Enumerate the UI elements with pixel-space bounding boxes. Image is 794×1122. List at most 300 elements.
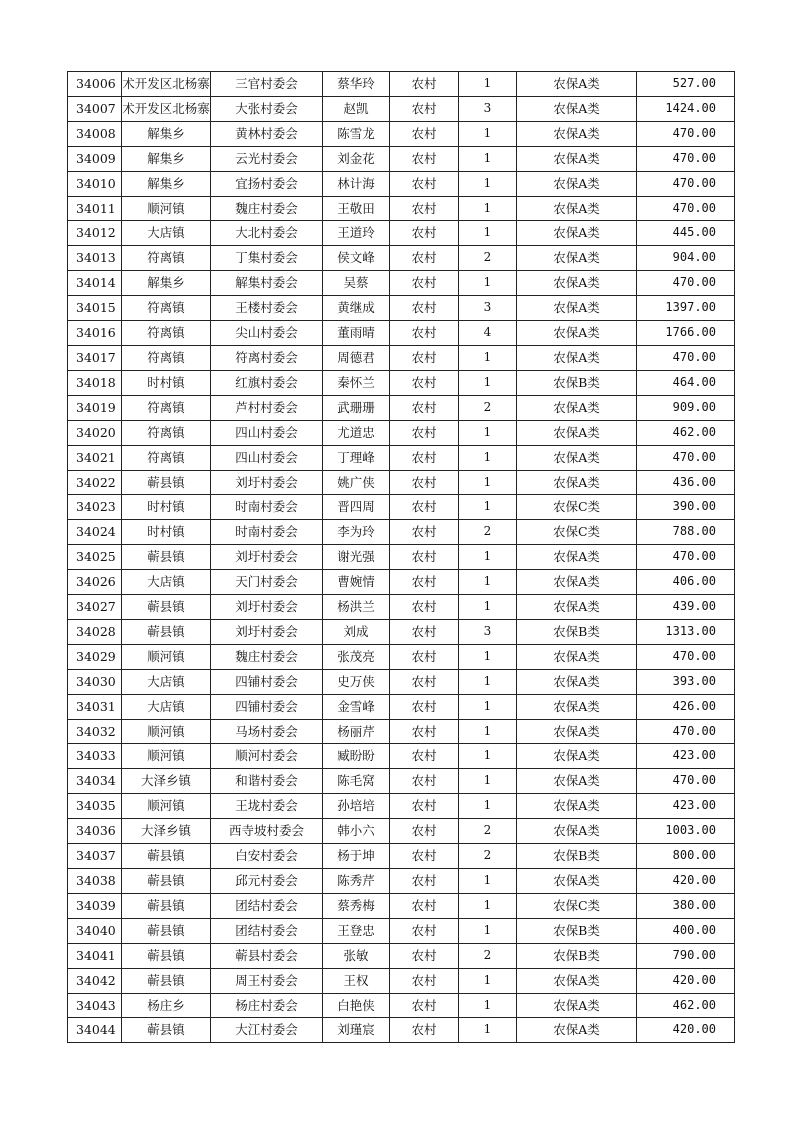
record-id-cell: 34026 (68, 570, 122, 595)
village-cell: 白安村委会 (211, 844, 323, 869)
village-cell: 尖山村委会 (211, 321, 323, 346)
town-cell: 大店镇 (122, 694, 211, 719)
village-cell: 天门村委会 (211, 570, 323, 595)
table-row (68, 271, 735, 296)
people-count-cell: 3 (459, 296, 517, 321)
people-count-cell: 2 (459, 395, 517, 420)
record-id-cell: 34019 (68, 395, 122, 420)
record-id-cell: 34024 (68, 520, 122, 545)
record-id-cell: 34029 (68, 644, 122, 669)
person-name-cell: 蔡秀梅 (323, 893, 390, 918)
category-cell: 农保A类 (517, 221, 637, 246)
category-cell: 农保A类 (517, 345, 637, 370)
amount-cell: 420.00 (637, 869, 735, 894)
person-name-cell: 孙培培 (323, 794, 390, 819)
table-row (68, 321, 735, 346)
people-count-cell: 3 (459, 96, 517, 121)
record-id-cell: 34008 (68, 121, 122, 146)
table-row (68, 545, 735, 570)
area-type-cell: 农村 (390, 121, 459, 146)
person-name-cell: 刘成 (323, 619, 390, 644)
area-type-cell: 农村 (390, 370, 459, 395)
town-cell: 蕲县镇 (122, 943, 211, 968)
person-name-cell: 金雪峰 (323, 694, 390, 719)
person-name-cell: 秦怀兰 (323, 370, 390, 395)
amount-cell: 470.00 (637, 644, 735, 669)
amount-cell: 390.00 (637, 495, 735, 520)
person-name-cell: 王道玲 (323, 221, 390, 246)
record-id-cell: 34040 (68, 918, 122, 943)
area-type-cell: 农村 (390, 271, 459, 296)
person-name-cell: 杨洪兰 (323, 595, 390, 620)
person-name-cell: 姚广侠 (323, 470, 390, 495)
category-cell: 农保A类 (517, 545, 637, 570)
amount-cell: 423.00 (637, 744, 735, 769)
record-id-cell: 34032 (68, 719, 122, 744)
town-cell: 符离镇 (122, 345, 211, 370)
amount-cell: 462.00 (637, 420, 735, 445)
people-count-cell: 1 (459, 595, 517, 620)
table-row (68, 196, 735, 221)
person-name-cell: 曹婉情 (323, 570, 390, 595)
person-name-cell: 林计海 (323, 171, 390, 196)
people-count-cell: 1 (459, 570, 517, 595)
record-id-cell: 34017 (68, 345, 122, 370)
town-cell: 蕲县镇 (122, 918, 211, 943)
person-name-cell: 谢光强 (323, 545, 390, 570)
amount-cell: 464.00 (637, 370, 735, 395)
town-cell: 蕲县镇 (122, 1018, 211, 1043)
area-type-cell: 农村 (390, 844, 459, 869)
category-cell: 农保C类 (517, 893, 637, 918)
category-cell: 农保A类 (517, 595, 637, 620)
amount-cell: 470.00 (637, 196, 735, 221)
people-count-cell: 1 (459, 121, 517, 146)
amount-cell: 470.00 (637, 345, 735, 370)
category-cell: 农保B类 (517, 370, 637, 395)
category-cell: 农保A类 (517, 420, 637, 445)
amount-cell: 420.00 (637, 1018, 735, 1043)
town-cell: 解集乡 (122, 146, 211, 171)
table-row (68, 644, 735, 669)
village-cell: 芦村村委会 (211, 395, 323, 420)
amount-cell: 470.00 (637, 769, 735, 794)
people-count-cell: 2 (459, 844, 517, 869)
record-id-cell: 34031 (68, 694, 122, 719)
village-cell: 蕲县村委会 (211, 943, 323, 968)
table-row (68, 918, 735, 943)
category-cell: 农保A类 (517, 321, 637, 346)
record-id-cell: 34025 (68, 545, 122, 570)
category-cell: 农保A类 (517, 744, 637, 769)
record-id-cell: 34023 (68, 495, 122, 520)
town-cell: 蕲县镇 (122, 869, 211, 894)
category-cell: 农保A类 (517, 72, 637, 97)
amount-cell: 400.00 (637, 918, 735, 943)
person-name-cell: 刘金花 (323, 146, 390, 171)
village-cell: 红旗村委会 (211, 370, 323, 395)
amount-cell: 800.00 (637, 844, 735, 869)
amount-cell: 445.00 (637, 221, 735, 246)
town-cell: 符离镇 (122, 321, 211, 346)
village-cell: 周王村委会 (211, 968, 323, 993)
person-name-cell: 陈秀芹 (323, 869, 390, 894)
town-cell: 时村镇 (122, 520, 211, 545)
record-id-cell: 34030 (68, 669, 122, 694)
person-name-cell: 史万侠 (323, 669, 390, 694)
category-cell: 农保B类 (517, 619, 637, 644)
category-cell: 农保A类 (517, 570, 637, 595)
village-cell: 王垅村委会 (211, 794, 323, 819)
record-id-cell: 34006 (68, 72, 122, 97)
town-cell: 符离镇 (122, 420, 211, 445)
area-type-cell: 农村 (390, 146, 459, 171)
category-cell: 农保A类 (517, 869, 637, 894)
people-count-cell: 3 (459, 619, 517, 644)
table-row (68, 869, 735, 894)
person-name-cell: 白艳侠 (323, 993, 390, 1018)
amount-cell: 790.00 (637, 943, 735, 968)
town-cell: 术开发区北杨寨 (122, 72, 211, 97)
village-cell: 和谐村委会 (211, 769, 323, 794)
area-type-cell: 农村 (390, 545, 459, 570)
area-type-cell: 农村 (390, 345, 459, 370)
town-cell: 蕲县镇 (122, 893, 211, 918)
table-row (68, 1018, 735, 1043)
area-type-cell: 农村 (390, 470, 459, 495)
table-row (68, 968, 735, 993)
table-row (68, 221, 735, 246)
amount-cell: 439.00 (637, 595, 735, 620)
village-cell: 黄林村委会 (211, 121, 323, 146)
table-row (68, 395, 735, 420)
amount-cell: 470.00 (637, 146, 735, 171)
category-cell: 农保A类 (517, 196, 637, 221)
area-type-cell: 农村 (390, 570, 459, 595)
town-cell: 顺河镇 (122, 794, 211, 819)
amount-cell: 423.00 (637, 794, 735, 819)
people-count-cell: 1 (459, 420, 517, 445)
amount-cell: 904.00 (637, 246, 735, 271)
amount-cell: 470.00 (637, 545, 735, 570)
town-cell: 解集乡 (122, 271, 211, 296)
person-name-cell: 武珊珊 (323, 395, 390, 420)
person-name-cell: 李为玲 (323, 520, 390, 545)
town-cell: 蕲县镇 (122, 619, 211, 644)
table-row (68, 794, 735, 819)
area-type-cell: 农村 (390, 221, 459, 246)
area-type-cell: 农村 (390, 619, 459, 644)
people-count-cell: 1 (459, 993, 517, 1018)
area-type-cell: 农村 (390, 196, 459, 221)
village-cell: 刘圩村委会 (211, 470, 323, 495)
village-cell: 刘圩村委会 (211, 619, 323, 644)
area-type-cell: 农村 (390, 171, 459, 196)
area-type-cell: 农村 (390, 869, 459, 894)
record-id-cell: 34007 (68, 96, 122, 121)
record-id-cell: 34042 (68, 968, 122, 993)
person-name-cell: 侯文峰 (323, 246, 390, 271)
village-cell: 邱元村委会 (211, 869, 323, 894)
people-count-cell: 4 (459, 321, 517, 346)
people-count-cell: 2 (459, 819, 517, 844)
people-count-cell: 1 (459, 918, 517, 943)
record-id-cell: 34011 (68, 196, 122, 221)
amount-cell: 470.00 (637, 121, 735, 146)
people-count-cell: 1 (459, 869, 517, 894)
amount-cell: 380.00 (637, 893, 735, 918)
person-name-cell: 刘瑾宸 (323, 1018, 390, 1043)
area-type-cell: 农村 (390, 595, 459, 620)
category-cell: 农保A类 (517, 296, 637, 321)
village-cell: 大江村委会 (211, 1018, 323, 1043)
area-type-cell: 农村 (390, 445, 459, 470)
people-count-cell: 1 (459, 545, 517, 570)
person-name-cell: 晋四周 (323, 495, 390, 520)
people-count-cell: 1 (459, 1018, 517, 1043)
record-id-cell: 34009 (68, 146, 122, 171)
village-cell: 丁集村委会 (211, 246, 323, 271)
people-count-cell: 1 (459, 744, 517, 769)
town-cell: 解集乡 (122, 171, 211, 196)
area-type-cell: 农村 (390, 993, 459, 1018)
area-type-cell: 农村 (390, 744, 459, 769)
person-name-cell: 张敏 (323, 943, 390, 968)
record-id-cell: 34018 (68, 370, 122, 395)
table-row (68, 619, 735, 644)
area-type-cell: 农村 (390, 694, 459, 719)
amount-cell: 1003.00 (637, 819, 735, 844)
area-type-cell: 农村 (390, 819, 459, 844)
town-cell: 蕲县镇 (122, 968, 211, 993)
amount-cell: 426.00 (637, 694, 735, 719)
village-cell: 王楼村委会 (211, 296, 323, 321)
table-row (68, 694, 735, 719)
village-cell: 马场村委会 (211, 719, 323, 744)
record-id-cell: 34043 (68, 993, 122, 1018)
table-row (68, 495, 735, 520)
amount-cell: 420.00 (637, 968, 735, 993)
table-row (68, 669, 735, 694)
record-id-cell: 34036 (68, 819, 122, 844)
people-count-cell: 1 (459, 196, 517, 221)
people-count-cell: 1 (459, 72, 517, 97)
person-name-cell: 黄继成 (323, 296, 390, 321)
village-cell: 大张村委会 (211, 96, 323, 121)
category-cell: 农保A类 (517, 669, 637, 694)
village-cell: 刘圩村委会 (211, 545, 323, 570)
area-type-cell: 农村 (390, 794, 459, 819)
category-cell: 农保A类 (517, 769, 637, 794)
amount-cell: 470.00 (637, 271, 735, 296)
table-row (68, 893, 735, 918)
records-table (67, 71, 735, 1043)
category-cell: 农保A类 (517, 968, 637, 993)
record-id-cell: 34038 (68, 869, 122, 894)
amount-cell: 393.00 (637, 669, 735, 694)
amount-cell: 1766.00 (637, 321, 735, 346)
record-id-cell: 34020 (68, 420, 122, 445)
area-type-cell: 农村 (390, 968, 459, 993)
people-count-cell: 1 (459, 968, 517, 993)
village-cell: 杨庄村委会 (211, 993, 323, 1018)
record-id-cell: 34013 (68, 246, 122, 271)
town-cell: 符离镇 (122, 445, 211, 470)
amount-cell: 406.00 (637, 570, 735, 595)
people-count-cell: 1 (459, 893, 517, 918)
table-row (68, 246, 735, 271)
people-count-cell: 1 (459, 146, 517, 171)
amount-cell: 462.00 (637, 993, 735, 1018)
amount-cell: 470.00 (637, 719, 735, 744)
table-row (68, 719, 735, 744)
person-name-cell: 陈毛窝 (323, 769, 390, 794)
town-cell: 顺河镇 (122, 719, 211, 744)
area-type-cell: 农村 (390, 943, 459, 968)
village-cell: 四山村委会 (211, 445, 323, 470)
table-row (68, 146, 735, 171)
table-row (68, 370, 735, 395)
people-count-cell: 1 (459, 221, 517, 246)
people-count-cell: 1 (459, 445, 517, 470)
area-type-cell: 农村 (390, 296, 459, 321)
town-cell: 蕲县镇 (122, 545, 211, 570)
category-cell: 农保A类 (517, 271, 637, 296)
record-id-cell: 34044 (68, 1018, 122, 1043)
table-row (68, 121, 735, 146)
category-cell: 农保A类 (517, 146, 637, 171)
area-type-cell: 农村 (390, 669, 459, 694)
person-name-cell: 尤道忠 (323, 420, 390, 445)
record-id-cell: 34016 (68, 321, 122, 346)
category-cell: 农保B类 (517, 844, 637, 869)
area-type-cell: 农村 (390, 495, 459, 520)
record-id-cell: 34028 (68, 619, 122, 644)
record-id-cell: 34010 (68, 171, 122, 196)
area-type-cell: 农村 (390, 644, 459, 669)
area-type-cell: 农村 (390, 96, 459, 121)
town-cell: 时村镇 (122, 370, 211, 395)
person-name-cell: 韩小六 (323, 819, 390, 844)
category-cell: 农保A类 (517, 121, 637, 146)
village-cell: 团结村委会 (211, 918, 323, 943)
record-id-cell: 34039 (68, 893, 122, 918)
people-count-cell: 1 (459, 794, 517, 819)
table-row (68, 595, 735, 620)
town-cell: 大泽乡镇 (122, 769, 211, 794)
category-cell: 农保A类 (517, 719, 637, 744)
area-type-cell: 农村 (390, 719, 459, 744)
town-cell: 大店镇 (122, 669, 211, 694)
town-cell: 大店镇 (122, 570, 211, 595)
category-cell: 农保A类 (517, 470, 637, 495)
town-cell: 顺河镇 (122, 196, 211, 221)
village-cell: 魏庄村委会 (211, 196, 323, 221)
town-cell: 顺河镇 (122, 644, 211, 669)
category-cell: 农保A类 (517, 819, 637, 844)
amount-cell: 470.00 (637, 445, 735, 470)
village-cell: 解集村委会 (211, 271, 323, 296)
person-name-cell: 丁理峰 (323, 445, 390, 470)
record-id-cell: 34014 (68, 271, 122, 296)
person-name-cell: 杨丽芹 (323, 719, 390, 744)
category-cell: 农保A类 (517, 694, 637, 719)
table-row (68, 943, 735, 968)
record-id-cell: 34034 (68, 769, 122, 794)
table-row (68, 171, 735, 196)
person-name-cell: 王登忠 (323, 918, 390, 943)
village-cell: 云光村委会 (211, 146, 323, 171)
person-name-cell: 王敬田 (323, 196, 390, 221)
category-cell: 农保B类 (517, 943, 637, 968)
area-type-cell: 农村 (390, 893, 459, 918)
town-cell: 顺河镇 (122, 744, 211, 769)
table-row (68, 96, 735, 121)
record-id-cell: 34037 (68, 844, 122, 869)
person-name-cell: 赵凯 (323, 96, 390, 121)
table-row (68, 570, 735, 595)
town-cell: 符离镇 (122, 395, 211, 420)
people-count-cell: 1 (459, 644, 517, 669)
category-cell: 农保A类 (517, 395, 637, 420)
category-cell: 农保C类 (517, 520, 637, 545)
table-row (68, 993, 735, 1018)
table-row (68, 470, 735, 495)
category-cell: 农保A类 (517, 96, 637, 121)
village-cell: 时南村委会 (211, 495, 323, 520)
person-name-cell: 王权 (323, 968, 390, 993)
record-id-cell: 34012 (68, 221, 122, 246)
table-row (68, 844, 735, 869)
town-cell: 符离镇 (122, 246, 211, 271)
category-cell: 农保A类 (517, 246, 637, 271)
town-cell: 术开发区北杨寨 (122, 96, 211, 121)
people-count-cell: 1 (459, 669, 517, 694)
person-name-cell: 陈雪龙 (323, 121, 390, 146)
village-cell: 四铺村委会 (211, 669, 323, 694)
village-cell: 四铺村委会 (211, 694, 323, 719)
people-count-cell: 2 (459, 246, 517, 271)
village-cell: 符离村委会 (211, 345, 323, 370)
people-count-cell: 1 (459, 370, 517, 395)
category-cell: 农保A类 (517, 644, 637, 669)
table-row (68, 744, 735, 769)
record-id-cell: 34033 (68, 744, 122, 769)
town-cell: 符离镇 (122, 296, 211, 321)
category-cell: 农保C类 (517, 495, 637, 520)
people-count-cell: 1 (459, 769, 517, 794)
amount-cell: 909.00 (637, 395, 735, 420)
person-name-cell: 周德君 (323, 345, 390, 370)
people-count-cell: 1 (459, 495, 517, 520)
person-name-cell: 臧盼盼 (323, 744, 390, 769)
area-type-cell: 农村 (390, 769, 459, 794)
record-id-cell: 34015 (68, 296, 122, 321)
area-type-cell: 农村 (390, 395, 459, 420)
people-count-cell: 2 (459, 520, 517, 545)
town-cell: 解集乡 (122, 121, 211, 146)
town-cell: 蕲县镇 (122, 844, 211, 869)
category-cell: 农保A类 (517, 993, 637, 1018)
people-count-cell: 1 (459, 171, 517, 196)
person-name-cell: 吴蔡 (323, 271, 390, 296)
area-type-cell: 农村 (390, 246, 459, 271)
amount-cell: 788.00 (637, 520, 735, 545)
amount-cell: 436.00 (637, 470, 735, 495)
town-cell: 时村镇 (122, 495, 211, 520)
town-cell: 杨庄乡 (122, 993, 211, 1018)
people-count-cell: 2 (459, 943, 517, 968)
